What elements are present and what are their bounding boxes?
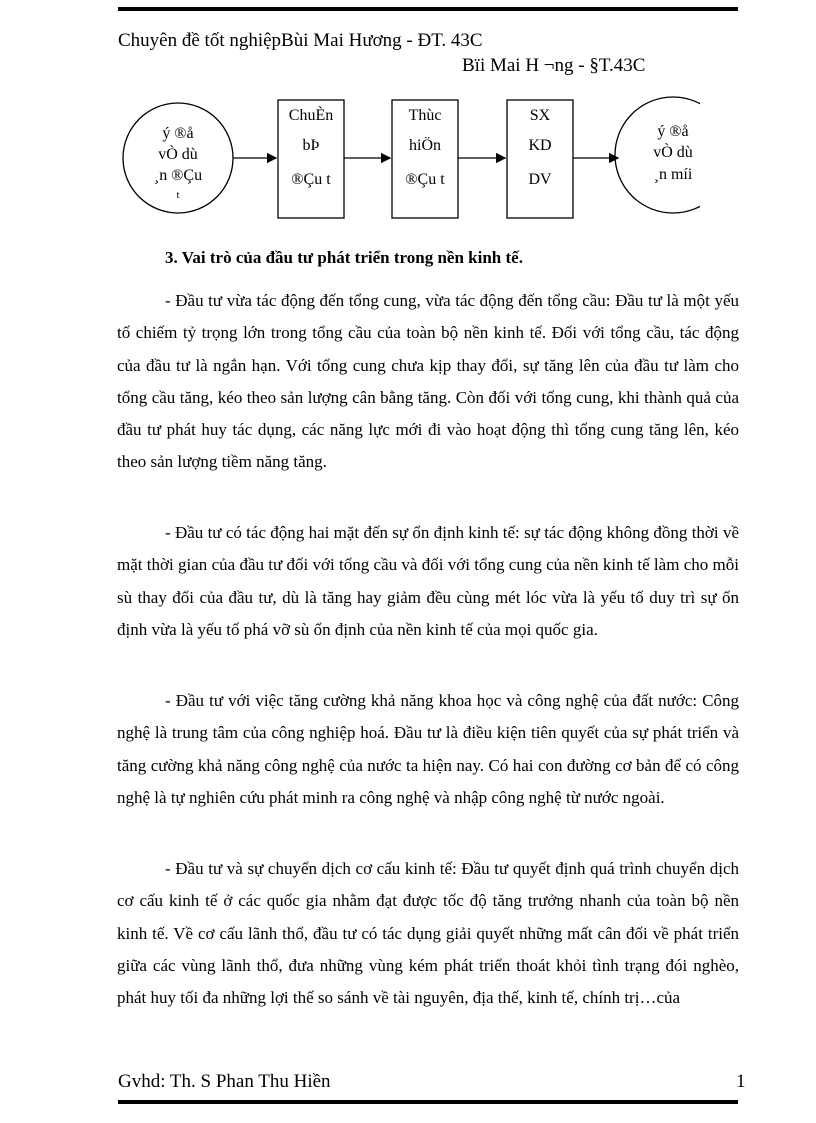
paragraph-science-technology: - Đầu tư với việc tăng cường khả năng khoa học và công nghệ của đất nước: Công nghệ là trung tâm của công nghiệp hoá. Đầu tư là điều kiện tiên quyết của sự phát triển và tăng cường khả năng công nghệ của nước ta hiện nay. Có hai con đường cơ bản để có công nghệ là tự nghiên cứu phát minh ra công nghệ và nhập công nghệ từ nước ngoài.	[117, 691, 739, 807]
box-production-line-1: SX	[529, 107, 551, 124]
header-author-line: Bïi Mai H ¬ng - §T.43C	[462, 55, 646, 76]
header-title: Chuyên đề tốt nghiệpBùi Mai Hương - ĐT. 43C	[118, 30, 483, 51]
left-circle-line-1: ý ®å	[162, 125, 194, 142]
top-rule	[118, 7, 738, 11]
section-heading: 3. Vai trò của đầu tư phát triển trong nền kinh tế.	[165, 248, 523, 267]
right-circle-line-3: ¸n míi	[653, 166, 693, 183]
paragraph-economic-stability: - Đầu tư có tác động hai mặt đến sự ổn định kinh tế: sự tác động không đồng thời về mặt thời gian của đầu tư đối với tổng cầu và đối với tổng cung của nền kinh tế làm cho mỗi sù thay đổi của đầu tư, dù là tăng hay giảm đều cùng mét lóc vừa là yếu tố duy trì sự ổn định vừa là yếu tố phá vỡ sù ổn định của nền kinh tế của mọi quốc gia.	[117, 523, 739, 639]
bottom-rule	[118, 1100, 738, 1104]
right-circle-line-2: vÒ dù	[653, 144, 693, 161]
box-production-line-3: DV	[528, 171, 552, 188]
left-circle-line-3: ¸n ®Çu	[153, 167, 203, 184]
page-number: 1	[736, 1071, 746, 1092]
footer-instructor: Gvhd: Th. S Phan Thu Hiền	[118, 1071, 331, 1092]
left-circle-line-2: vÒ dù	[158, 146, 198, 163]
box-prepare-line-3: ®Çu t	[291, 171, 331, 188]
paragraph-supply-demand: - Đầu tư vừa tác động đến tổng cung, vừa tác động đến tổng cầu: Đầu tư là một yếu tố chiếm tỷ trọng lớn trong tổng cầu của toàn bộ nền kinh tế. Đối với tổng cầu, tác động của đầu tư là ngắn hạn. Với tổng cung chưa kịp thay đổi, sự tăng lên của đầu tư làm cho tổng cầu tăng, kéo theo sản lượng cân bằng tăng. Còn đối với tổng cung, khi thành quả của đầu tư phát huy tác dụng, các năng lực mới đi vào hoạt động thì tổng cung tăng lên, kéo theo sản lượng tiềm năng tăng.	[117, 291, 739, 472]
box-prepare-line-1: ChuÈn	[288, 107, 334, 124]
box-implement-line-3: ®Çu t	[405, 171, 445, 188]
investment-cycle-diagram	[118, 95, 700, 231]
box-production-line-2: KD	[528, 137, 552, 154]
right-circle-line-1: ý ®å	[657, 123, 689, 140]
box-implement-line-1: Thùc	[408, 107, 442, 124]
box-prepare-line-2: bÞ	[302, 137, 320, 154]
left-circle-line-4: t	[176, 189, 180, 201]
box-implement-line-2: hiÖn	[409, 137, 441, 154]
paragraph-structural-shift: - Đầu tư và sự chuyển dịch cơ cấu kinh tế: Đầu tư quyết định quá trình chuyển dịch cơ cấu kinh tế ở các quốc gia nhằm đạt được tốc độ tăng trưởng nhanh của toàn bộ nền kinh tế. Về cơ cấu lãnh thổ, đầu tư có tác dụng giải quyết những mất cân đối về phát triển giữa các vùng lãnh thổ, đưa những vùng kém phát triển thoát khỏi tình trạng đói nghèo, phát huy tối đa những lợi thế so sánh về tài nguyên, địa thế, kinh tế, chính trị…của	[117, 859, 739, 1008]
